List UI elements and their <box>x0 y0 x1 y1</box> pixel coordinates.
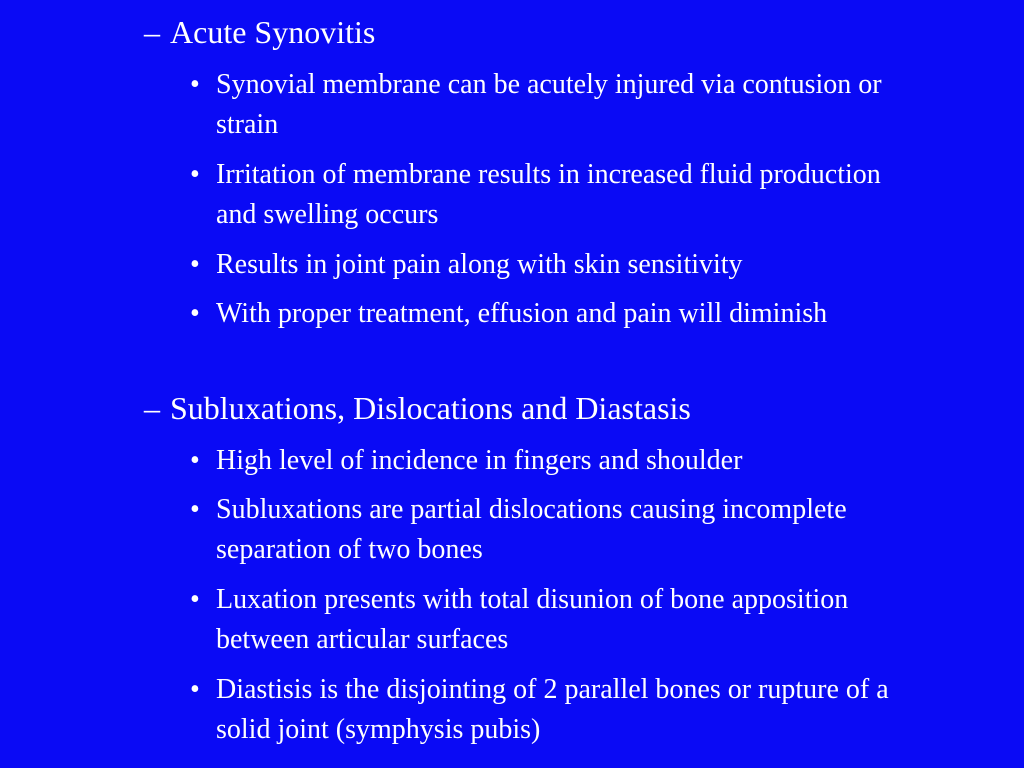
bullet-item <box>190 294 890 334</box>
bullet-item <box>190 490 890 570</box>
bullet-text: Subluxations are partial dislocations causing incomplete separation of two bones <box>216 494 847 565</box>
section-heading-text: Subluxations, Dislocations and Diastasis <box>170 390 691 426</box>
bullet-text: Irritation of membrane results in increased fluid production and swelling occurs <box>216 159 881 230</box>
bullet-marker: • <box>190 298 200 329</box>
section-heading-text: Acute Synovitis <box>170 14 376 50</box>
bullet-text: Synovial membrane can be acutely injured via contusion or strain <box>216 69 882 140</box>
bullet-text: Diastisis is the disjointing of 2 parallel bones or rupture of a solid joint (symphysis pubis) <box>216 674 889 745</box>
dash-marker: – <box>144 14 160 50</box>
bullet-item <box>190 670 890 750</box>
bullet-item <box>190 245 890 285</box>
dash-marker: – <box>144 390 160 426</box>
bullet-text: With proper treatment, effusion and pain will diminish <box>216 298 828 329</box>
bullet-text: High level of incidence in fingers and shoulder <box>216 445 743 476</box>
bullet-text: Results in joint pain along with skin sensitivity <box>216 249 743 280</box>
bullet-marker: • <box>190 674 200 705</box>
bullet-item <box>190 441 890 481</box>
section-heading-acute-synovitis <box>144 14 375 50</box>
bullet-item <box>190 65 890 145</box>
bullet-marker: • <box>190 159 200 190</box>
bullet-text: Luxation presents with total disunion of bone apposition between articular surfaces <box>216 584 849 655</box>
section-heading-subluxations <box>144 390 691 426</box>
bullet-item <box>190 155 890 235</box>
bullet-marker: • <box>190 584 200 615</box>
bullet-marker: • <box>190 249 200 280</box>
bullet-item <box>190 580 890 660</box>
bullet-marker: • <box>190 445 200 476</box>
bullet-marker: • <box>190 69 200 100</box>
bullet-marker: • <box>190 494 200 525</box>
